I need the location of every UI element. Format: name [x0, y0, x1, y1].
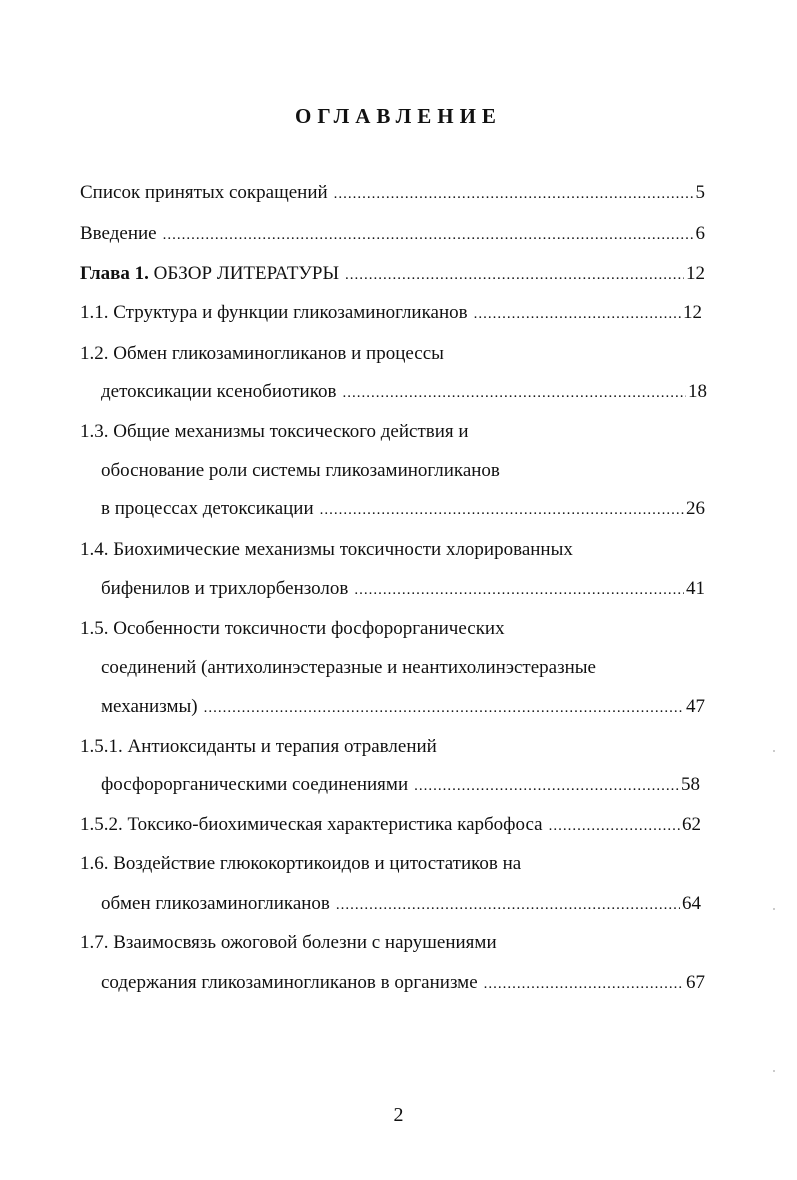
leader-dots — [163, 227, 694, 244]
toc-page-number: 12 — [686, 263, 705, 284]
toc-entry-text: бифенилов и трихлорбензолов — [101, 578, 349, 599]
toc-page-number: 67 — [686, 972, 705, 993]
toc-entry-text: 1.1. Структура и функции гликозаминогликанов — [80, 302, 468, 323]
toc-entry-1-2-line-1: 1.2. Обмен гликозаминогликанов и процессы — [80, 343, 444, 364]
leader-dots — [336, 897, 680, 914]
toc-entry-1-3[interactable] — [101, 498, 705, 520]
leader-dots — [414, 778, 679, 795]
toc-page-number: 12 — [683, 302, 702, 323]
toc-entry-1-6-line-1: 1.6. Воздействие глюкокортикоидов и цитостатиков на — [80, 853, 522, 874]
leader-dots — [342, 385, 686, 402]
toc-page-number: 47 — [686, 696, 705, 717]
leader-dots — [345, 267, 684, 284]
leader-dots — [320, 502, 684, 519]
toc-entry-introduction[interactable] — [80, 223, 705, 245]
toc-entry-1-3-line-1: 1.3. Общие механизмы токсического действия и — [80, 421, 469, 442]
leader-dots — [549, 818, 680, 835]
toc-entry-chapter-1[interactable] — [80, 263, 705, 285]
toc-entry-text: фосфорорганическими соединениями — [101, 774, 409, 795]
toc-entry-abbreviations[interactable] — [80, 182, 705, 204]
leader-dots — [204, 700, 684, 717]
leader-dots — [334, 186, 694, 203]
scan-speck — [773, 1070, 775, 1072]
toc-page-number: 6 — [695, 223, 705, 244]
toc-entry-1-1[interactable] — [80, 302, 702, 324]
toc-page-number: 26 — [686, 498, 705, 519]
toc-entry-1-5-line-2: соединений (антихолинэстеразные и неантихолинэстеразные — [101, 657, 596, 678]
leader-dots — [474, 306, 681, 323]
toc-entry-text: 1.5.2. Токсико-биохимическая характеристика карбофоса — [80, 814, 543, 835]
chapter-label: Глава 1. — [80, 263, 149, 284]
toc-entry-text: в процессах детоксикации — [101, 498, 314, 519]
toc-page-number: 58 — [681, 774, 700, 795]
toc-entry-1-2[interactable] — [101, 381, 707, 403]
toc-entry-1-5-2[interactable] — [80, 814, 701, 836]
toc-page-number: 5 — [695, 182, 705, 203]
toc-entry-text: детоксикации ксенобиотиков — [101, 381, 337, 402]
scan-speck — [773, 908, 775, 910]
toc-entry-1-7-line-1: 1.7. Взаимосвязь ожоговой болезни с нарушениями — [80, 932, 497, 953]
toc-entry-1-4[interactable] — [101, 578, 705, 600]
toc-entry-1-3-line-2: обоснование роли системы гликозаминогликанов — [101, 460, 500, 481]
toc-entry-1-5-line-1: 1.5. Особенности токсичности фосфорорганических — [80, 618, 505, 639]
toc-entry-text: механизмы) — [101, 696, 198, 717]
toc-entry-text: содержания гликозаминогликанов в организме — [101, 972, 478, 993]
page-number: 2 — [393, 1104, 404, 1126]
toc-entry-text: Введение — [80, 223, 157, 244]
toc-entry-1-7[interactable] — [101, 972, 705, 994]
toc-page-number: 62 — [682, 814, 701, 835]
toc-page-number: 41 — [686, 578, 705, 599]
toc-entry-text: Список принятых сокращений — [80, 182, 328, 203]
leader-dots — [354, 582, 684, 599]
toc-entry-1-5[interactable] — [101, 696, 705, 718]
toc-entry-text: обмен гликозаминогликанов — [101, 893, 330, 914]
toc-entry-1-6[interactable] — [101, 893, 701, 915]
toc-page-number: 18 — [688, 381, 707, 402]
toc-page-number: 64 — [682, 893, 701, 914]
toc-entry-1-5-1[interactable] — [101, 774, 700, 796]
toc-entry-1-4-line-1: 1.4. Биохимические механизмы токсичности хлорированных — [80, 539, 573, 560]
toc-entry-1-5-1-line-1: 1.5.1. Антиоксиданты и терапия отравлений — [80, 736, 437, 757]
leader-dots — [484, 976, 684, 993]
page-title: ОГЛАВЛЕНИЕ — [295, 104, 502, 128]
scan-speck — [773, 750, 775, 752]
toc-entry-text: ОБЗОР ЛИТЕРАТУРЫ — [153, 263, 340, 284]
